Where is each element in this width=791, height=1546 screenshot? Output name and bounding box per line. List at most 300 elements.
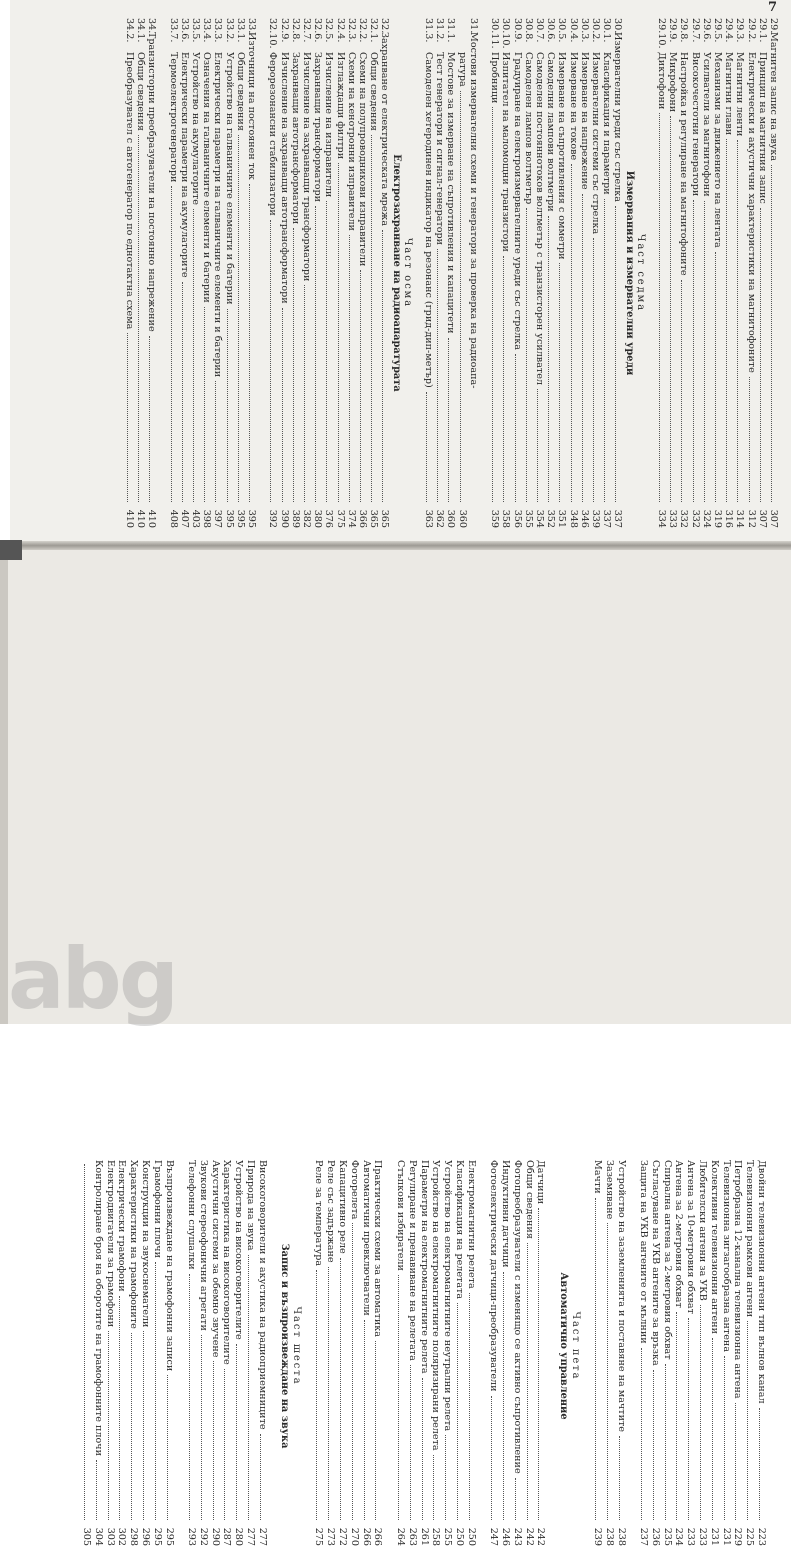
toc-entry-page: 264 bbox=[394, 1527, 406, 1546]
dot-leader bbox=[304, 285, 305, 502]
dot-leader bbox=[201, 1335, 202, 1520]
toc-entry-title: Реле за температура bbox=[313, 1160, 325, 1267]
dot-leader bbox=[659, 113, 660, 502]
dot-leader bbox=[582, 194, 583, 502]
toc-entry-title: Характеристика на високоговорителите bbox=[221, 1160, 233, 1365]
toc-entry bbox=[755, 1146, 768, 1546]
dot-leader bbox=[326, 201, 327, 502]
toc-entry-page: 231 bbox=[708, 1527, 720, 1546]
toc-entry-number: 29.1. bbox=[756, 18, 768, 43]
dot-leader bbox=[724, 1356, 725, 1520]
toc-entry-title: Изчисление на изправители bbox=[323, 52, 335, 198]
toc-entry bbox=[589, 18, 602, 528]
toc-entry-title: Любителски антени за УКВ bbox=[697, 1160, 708, 1301]
dot-leader bbox=[349, 235, 350, 502]
toc-entry-page: 355 bbox=[522, 509, 534, 528]
dot-leader bbox=[670, 116, 671, 502]
toc-entry-number: 31.2. bbox=[434, 18, 446, 43]
toc-entry-title: Природа на звука bbox=[245, 1160, 257, 1251]
toc-entry bbox=[672, 1146, 685, 1546]
toc-entry-page: 266 bbox=[372, 1527, 384, 1546]
toc-entry-page: 238 bbox=[603, 1527, 615, 1546]
toc-entry bbox=[211, 18, 224, 528]
toc-entry bbox=[418, 1146, 431, 1546]
toc-entry-number: 34. bbox=[146, 18, 158, 34]
toc-entry-title: Фотоелектрически датчици-преобразуватели bbox=[488, 1160, 500, 1392]
toc-entry-page: 261 bbox=[418, 1527, 430, 1546]
dot-leader bbox=[248, 1255, 249, 1520]
dot-leader bbox=[503, 256, 504, 502]
dot-leader bbox=[749, 377, 750, 502]
part-heading: Част шеста bbox=[291, 1306, 303, 1386]
toc-entry-number: 30.10. bbox=[500, 18, 512, 49]
dot-leader bbox=[270, 220, 271, 502]
toc-entry bbox=[300, 18, 313, 528]
toc-entry-title: Характеристики на грамофоните bbox=[128, 1160, 140, 1329]
toc-entry-page: 290 bbox=[209, 1527, 221, 1546]
toc-entry-title: Измерване на токове bbox=[567, 52, 579, 161]
toc-entry-title: Акустични системи за обемно звучене bbox=[209, 1160, 221, 1358]
toc-entry bbox=[406, 1146, 419, 1546]
dot-leader bbox=[771, 165, 772, 502]
dot-leader bbox=[382, 230, 383, 502]
toc-entry bbox=[163, 1146, 176, 1546]
watermark-logo: abg bbox=[8, 930, 176, 1028]
toc-entry-number: 30.8. bbox=[522, 18, 534, 43]
toc-entry-title: Тест генератори и сигнал-генератори bbox=[434, 52, 446, 246]
dot-leader bbox=[131, 1333, 132, 1520]
toc-entry bbox=[544, 18, 557, 528]
toc-entry-page: 233 bbox=[685, 1527, 697, 1546]
toc-entry-page: 304 bbox=[92, 1527, 104, 1546]
dot-leader bbox=[607, 1223, 608, 1520]
toc-entry-page: 359 bbox=[489, 509, 501, 528]
toc-entry bbox=[278, 18, 291, 528]
toc-entry bbox=[266, 18, 279, 528]
toc-entry-title: Пробници bbox=[489, 52, 501, 104]
toc-entry bbox=[139, 1146, 152, 1546]
toc-entry bbox=[223, 18, 236, 528]
toc-entry bbox=[433, 18, 446, 528]
toc-entry bbox=[334, 18, 347, 528]
toc-entry bbox=[591, 1146, 604, 1546]
toc-entry-title: Спирална антена за 2-метровия обхват bbox=[661, 1160, 673, 1360]
toc-entry-title: Преобразувател с автогенератор по еднотактна схема bbox=[124, 52, 135, 330]
dot-leader bbox=[376, 1341, 377, 1520]
dot-leader bbox=[260, 1434, 261, 1520]
toc-entry bbox=[80, 1146, 93, 1546]
toc-entry bbox=[523, 1146, 536, 1546]
toc-entry-title: Регулиране и пренавиване на релетата bbox=[406, 1160, 418, 1361]
dot-leader bbox=[676, 1312, 677, 1520]
toc-entry-page: 408 bbox=[167, 509, 179, 528]
toc-entry-page: 380 bbox=[312, 509, 324, 528]
toc-entry-number: 29.3. bbox=[734, 18, 746, 43]
toc-entry bbox=[700, 18, 713, 528]
toc-entry-title: Датчици bbox=[535, 1160, 547, 1205]
toc-entry bbox=[467, 18, 480, 528]
toc-entry bbox=[115, 1146, 128, 1546]
toc-entry-title: Практически схеми за автоматика bbox=[372, 1160, 384, 1337]
dot-leader bbox=[282, 308, 283, 502]
dot-leader bbox=[215, 381, 216, 502]
toc-entry-title: Високоговорители и акустика на радиоприемниците bbox=[256, 1160, 268, 1430]
dot-leader bbox=[127, 333, 128, 502]
toc-entry-title: Автоматични превключватели bbox=[360, 1160, 372, 1316]
dot-leader bbox=[182, 282, 183, 502]
toc-entry-page: 395 bbox=[246, 509, 258, 528]
toc-entry-page: 365 bbox=[379, 509, 391, 528]
toc-entry-page: 333 bbox=[667, 509, 679, 528]
toc-entry-page: 362 bbox=[434, 509, 446, 528]
toc-entry-page: 397 bbox=[212, 509, 224, 528]
toc-entry bbox=[367, 18, 380, 528]
toc-right-column bbox=[40, 18, 780, 528]
toc-entry-page: 258 bbox=[430, 1527, 442, 1546]
toc-entry-page: 242 bbox=[523, 1527, 535, 1546]
toc-entry-page: 305 bbox=[81, 1527, 93, 1546]
toc-entry-page: 374 bbox=[345, 509, 357, 528]
toc-entry-title: Индуктивни датчици bbox=[499, 1160, 511, 1268]
dot-leader bbox=[317, 1270, 318, 1520]
toc-entry bbox=[731, 1146, 744, 1546]
toc-entry-page: 337 bbox=[612, 509, 624, 528]
dot-leader bbox=[619, 1436, 620, 1520]
toc-entry bbox=[356, 18, 369, 528]
dot-leader bbox=[457, 1303, 458, 1520]
toc-entry-page: 239 bbox=[591, 1527, 603, 1546]
toc-entry-page: 360 bbox=[445, 509, 457, 528]
toc-entry-title: Термоелектрогенератори bbox=[167, 52, 179, 183]
toc-entry bbox=[209, 1146, 222, 1546]
dot-leader bbox=[726, 139, 727, 502]
toc-entry bbox=[345, 18, 358, 528]
toc-entry-title: Звукови стереофонични агрегати bbox=[197, 1160, 209, 1331]
toc-entry-number: 34.1. bbox=[135, 18, 147, 43]
dot-leader bbox=[238, 135, 239, 502]
toc-entry bbox=[649, 1146, 662, 1546]
dot-leader bbox=[445, 1435, 446, 1520]
dot-leader bbox=[693, 200, 694, 502]
toc-entry-page: 273 bbox=[325, 1527, 337, 1546]
toc-entry-page: 231 bbox=[720, 1527, 732, 1546]
toc-entry-number: 33.5. bbox=[190, 18, 202, 43]
dot-leader bbox=[641, 1348, 642, 1520]
toc-entry-page: 410 bbox=[135, 509, 147, 528]
dot-leader bbox=[715, 252, 716, 502]
toc-entry-title: Електродвигатели за грамофони bbox=[104, 1160, 116, 1328]
dot-leader bbox=[155, 1262, 156, 1520]
toc-entry-title: Електрически параметри на галваничните елементи и батерии bbox=[212, 52, 224, 378]
toc-entry-number: 30.9. bbox=[511, 18, 523, 43]
dot-leader bbox=[460, 91, 461, 502]
toc-entry-page: 238 bbox=[615, 1527, 627, 1546]
toc-entry-page: 303 bbox=[104, 1527, 116, 1546]
toc-entry-number: 30.7. bbox=[533, 18, 545, 43]
toc-entry-page: 223 bbox=[756, 1527, 767, 1546]
dot-leader bbox=[224, 1369, 225, 1520]
toc-entry-number: 33.2. bbox=[223, 18, 235, 43]
toc-entry-title: Двойни телевизионни антени тип вълнов канал bbox=[756, 1160, 767, 1404]
dot-leader bbox=[593, 238, 594, 502]
dot-leader bbox=[360, 270, 361, 502]
toc-entry-page: 225 bbox=[744, 1527, 756, 1546]
toc-entry-page: 346 bbox=[578, 509, 590, 528]
toc-entry bbox=[151, 1146, 164, 1546]
toc-entry-title: Антена за 2-метровия обхват bbox=[673, 1160, 685, 1308]
dot-leader bbox=[213, 1361, 214, 1520]
toc-entry-page: 302 bbox=[116, 1527, 128, 1546]
toc-entry-title: Общи сведения bbox=[368, 52, 380, 131]
toc-entry-number: 31.3. bbox=[423, 18, 435, 43]
toc-entry-number: 30.5. bbox=[556, 18, 568, 43]
toc-entry bbox=[232, 1146, 245, 1546]
dot-leader bbox=[437, 249, 438, 502]
toc-entry-page: 295 bbox=[163, 1527, 175, 1546]
toc-entry-number: 29.6. bbox=[700, 18, 712, 43]
toc-entry-number: 30.6. bbox=[545, 18, 557, 43]
toc-entry bbox=[488, 18, 501, 528]
toc-entry bbox=[733, 18, 746, 528]
toc-entry-number: 29.4. bbox=[723, 18, 735, 43]
toc-entry-title: Високочестотни генератори bbox=[689, 52, 701, 197]
dot-leader bbox=[167, 1375, 168, 1520]
dot-leader bbox=[515, 1478, 516, 1520]
toc-entry-title: Електрически и акустични характеристики на магнитофоните bbox=[745, 52, 757, 373]
dot-leader bbox=[422, 1378, 423, 1520]
toc-entry-page: 266 bbox=[360, 1527, 372, 1546]
toc-entry-page: 312 bbox=[745, 509, 757, 528]
dot-leader bbox=[469, 1293, 470, 1520]
dot-leader bbox=[371, 135, 372, 502]
toc-entry-title: Означения на галваничните елементи и батерии bbox=[201, 52, 213, 303]
toc-entry-page: 319 bbox=[712, 509, 723, 528]
toc-entry-title: Заземяване bbox=[603, 1160, 615, 1220]
toc-entry-page: 250 bbox=[465, 1527, 477, 1546]
toc-entry bbox=[567, 18, 580, 528]
dot-leader bbox=[700, 1305, 701, 1520]
dot-leader bbox=[759, 1408, 760, 1520]
toc-entry-number: 30.11. bbox=[489, 18, 501, 49]
toc-entry-title: Магнитни глави bbox=[723, 52, 735, 136]
toc-entry-title: Общи сведения bbox=[135, 52, 147, 131]
dot-leader bbox=[515, 354, 516, 502]
toc-entry-page: 296 bbox=[140, 1527, 152, 1546]
toc-entry-page: 334 bbox=[656, 509, 667, 528]
toc-entry bbox=[289, 18, 302, 528]
toc-entry bbox=[394, 1146, 407, 1546]
toc-entry-title: Изчисление на захранващи автотрансформатори bbox=[278, 52, 290, 304]
toc-entry-title: Класификация на релетата bbox=[453, 1160, 465, 1300]
toc-entry-page: 229 bbox=[732, 1527, 744, 1546]
toc-entry-title: Телевизионна зигзагообразна антена bbox=[720, 1160, 732, 1353]
toc-entry bbox=[499, 1146, 512, 1546]
toc-entry-title: Петробразна 12-канална телевизионна антена bbox=[732, 1160, 744, 1399]
dot-leader bbox=[604, 199, 605, 502]
part-heading: Част седма bbox=[634, 233, 646, 313]
toc-entry-page: 354 bbox=[533, 509, 545, 528]
toc-entry-number: 30.4. bbox=[567, 18, 579, 43]
toc-entry-title: Измерване на напрежение bbox=[578, 52, 590, 190]
toc-entry-page: 337 bbox=[601, 509, 613, 528]
toc-entry bbox=[689, 18, 702, 528]
toc-entry-page: 332 bbox=[678, 509, 690, 528]
toc-entry-title: Магнитен запис на звука bbox=[768, 32, 779, 162]
toc-entry-page: 348 bbox=[567, 509, 579, 528]
toc-entry-number: 32.4. bbox=[334, 18, 346, 43]
dot-leader bbox=[204, 307, 205, 502]
part-heading: Част пета bbox=[569, 1311, 581, 1381]
dot-leader bbox=[735, 1403, 736, 1520]
toc-entry bbox=[603, 1146, 616, 1546]
toc-entry-number: 32.7. bbox=[300, 18, 312, 43]
dot-leader bbox=[760, 208, 761, 502]
toc-entry bbox=[134, 18, 147, 528]
toc-entry-page: 339 bbox=[589, 509, 601, 528]
dot-leader bbox=[340, 1258, 341, 1520]
toc-entry-page: 314 bbox=[734, 509, 746, 528]
toc-entry-title: Електромагнитни релета bbox=[465, 1160, 477, 1289]
toc-entry-title: Измервателни уреди със стрелка bbox=[612, 32, 624, 202]
toc-entry bbox=[220, 1146, 233, 1546]
toc-entry bbox=[684, 1146, 697, 1546]
toc-entry-page: 287 bbox=[221, 1527, 233, 1546]
toc-entry-title: Измерване на съпротивления с омметри bbox=[556, 52, 568, 260]
toc-entry bbox=[722, 18, 735, 528]
toc-entry-title: Транзисторни преобразуватели на постоянно напрежение bbox=[146, 32, 158, 332]
toc-entry-page: 390 bbox=[278, 509, 290, 528]
toc-entry-number: 32.10. bbox=[267, 18, 279, 49]
toc-entry bbox=[189, 18, 202, 528]
dot-leader bbox=[615, 206, 616, 502]
toc-entry bbox=[743, 1146, 756, 1546]
toc-entry-number: 33. bbox=[246, 18, 258, 34]
toc-entry-page: 366 bbox=[356, 509, 368, 528]
toc-entry bbox=[756, 18, 769, 528]
toc-entry-page: 360 bbox=[456, 509, 468, 528]
toc-entry-title: Мостове за измерване на съпротивления и капацитети bbox=[445, 52, 457, 334]
dot-leader bbox=[653, 1370, 654, 1520]
toc-entry-number: 30.3. bbox=[578, 18, 590, 43]
toc-entry-number: 29.5. bbox=[712, 18, 723, 43]
toc-entry bbox=[167, 18, 180, 528]
toc-entry-title: Контролиране броя на оборотите на грамофонните плочи bbox=[92, 1160, 104, 1457]
toc-entry-title: Устройство на високоговорителите bbox=[233, 1160, 245, 1340]
dot-leader bbox=[538, 1208, 539, 1520]
toc-entry-number: 31.1. bbox=[445, 18, 457, 43]
toc-entry-number: 33.3. bbox=[212, 18, 224, 43]
toc-entry-title: Схеми на полупроводникови изправители bbox=[356, 52, 368, 267]
toc-entry bbox=[615, 1146, 628, 1546]
dot-leader bbox=[96, 1460, 97, 1520]
toc-entry-page: 365 bbox=[368, 509, 380, 528]
toc-entry bbox=[522, 18, 535, 528]
toc-entry-page: 243 bbox=[511, 1527, 523, 1546]
toc-entry-title: Изчисление на захранващи трансформатори bbox=[300, 52, 312, 282]
toc-entry-page: 292 bbox=[197, 1527, 209, 1546]
toc-entry-page: 242 bbox=[535, 1527, 547, 1546]
toc-entry-title: Съгласуване на УКВ антените за връзка bbox=[649, 1160, 661, 1366]
toc-entry-title: Антена за 10-метровия обхват bbox=[685, 1160, 697, 1314]
toc-entry bbox=[453, 1146, 466, 1546]
dot-leader bbox=[293, 228, 294, 502]
toc-entry bbox=[511, 18, 524, 528]
toc-entry-title: Реле със задържане bbox=[325, 1160, 337, 1263]
toc-entry-title: Телевизионни рамкови антени bbox=[744, 1160, 756, 1318]
toc-entry-number: 29.2. bbox=[745, 18, 757, 43]
toc-entry-title: Общи сведения bbox=[523, 1160, 535, 1239]
toc-entry-page: 280 bbox=[233, 1527, 245, 1546]
toc-entry-page: 235 bbox=[661, 1527, 673, 1546]
toc-entry-title: Принцип на магнитния запис bbox=[756, 52, 768, 204]
toc-entry bbox=[465, 1146, 478, 1546]
toc-entry-number: 30. bbox=[612, 18, 624, 34]
toc-entry-title: Захранване от електрическата мрежа bbox=[379, 32, 391, 227]
toc-entry-title: Грамофонни плочи bbox=[151, 1160, 163, 1258]
toc-entry-title: Диктофони bbox=[656, 52, 667, 110]
toc-entry-number: 32.2. bbox=[356, 18, 368, 43]
toc-entry bbox=[677, 18, 690, 528]
toc-entry bbox=[336, 1146, 349, 1546]
toc-entry-page: 236 bbox=[649, 1527, 661, 1546]
toc-entry-title: Фоторелета bbox=[348, 1160, 360, 1220]
toc-entry-number: 33.4. bbox=[201, 18, 213, 43]
toc-entry-title: Телефонни слушалки bbox=[186, 1160, 198, 1270]
toc-entry-page: 298 bbox=[128, 1527, 140, 1546]
dot-leader bbox=[119, 1296, 120, 1520]
dot-leader bbox=[448, 338, 449, 502]
toc-entry-number: 30.1. bbox=[601, 18, 613, 43]
toc-entry bbox=[666, 18, 679, 528]
toc-entry-number: 29.9. bbox=[667, 18, 679, 43]
page-edge bbox=[0, 548, 8, 1024]
section-heading: Измервания и измервателни уреди bbox=[623, 170, 635, 376]
toc-entry-title: Защита на УКВ антените от мълнии bbox=[638, 1160, 649, 1344]
toc-entry-page: 382 bbox=[300, 509, 312, 528]
toc-entry-page: 233 bbox=[697, 1527, 708, 1546]
toc-entry bbox=[92, 1146, 105, 1546]
toc-entry-page: 410 bbox=[146, 509, 158, 528]
toc-entry-title: Самоделен лампов волтметър bbox=[522, 52, 534, 205]
toc-entry-title: Схеми на кенотронни изправители bbox=[345, 52, 357, 231]
toc-entry-number: 29.10. bbox=[656, 18, 667, 49]
dot-leader bbox=[143, 1331, 144, 1520]
dot-leader bbox=[410, 1365, 411, 1520]
toc-entry bbox=[611, 18, 624, 528]
toc-entry-number: 32.3. bbox=[345, 18, 357, 43]
toc-entry-title: Мостови измервателни схеми и генератори за проверка на радиоапа- bbox=[467, 32, 479, 389]
toc-entry-title: Мачти bbox=[591, 1160, 603, 1194]
toc-entry-title: Захранващи автотрансформатори bbox=[289, 52, 301, 225]
dot-leader bbox=[352, 1223, 353, 1520]
toc-entry-page: 263 bbox=[406, 1527, 418, 1546]
dot-leader bbox=[527, 1243, 528, 1520]
toc-entry bbox=[245, 18, 258, 528]
toc-entry-page: 307 bbox=[756, 509, 768, 528]
toc-entry-page: 358 bbox=[500, 509, 512, 528]
toc-entry-number: 29.8. bbox=[678, 18, 690, 43]
toc-entry bbox=[696, 1146, 709, 1546]
toc-entry-page: 237 bbox=[638, 1527, 649, 1546]
toc-entry-page: 351 bbox=[556, 509, 568, 528]
toc-entry bbox=[256, 1146, 269, 1546]
dot-leader bbox=[503, 1272, 504, 1521]
toc-entry bbox=[422, 18, 435, 528]
toc-entry-number: 32.1. bbox=[368, 18, 380, 43]
toc-entry bbox=[767, 18, 780, 528]
toc-entry bbox=[533, 18, 546, 528]
toc-entry bbox=[322, 18, 335, 528]
